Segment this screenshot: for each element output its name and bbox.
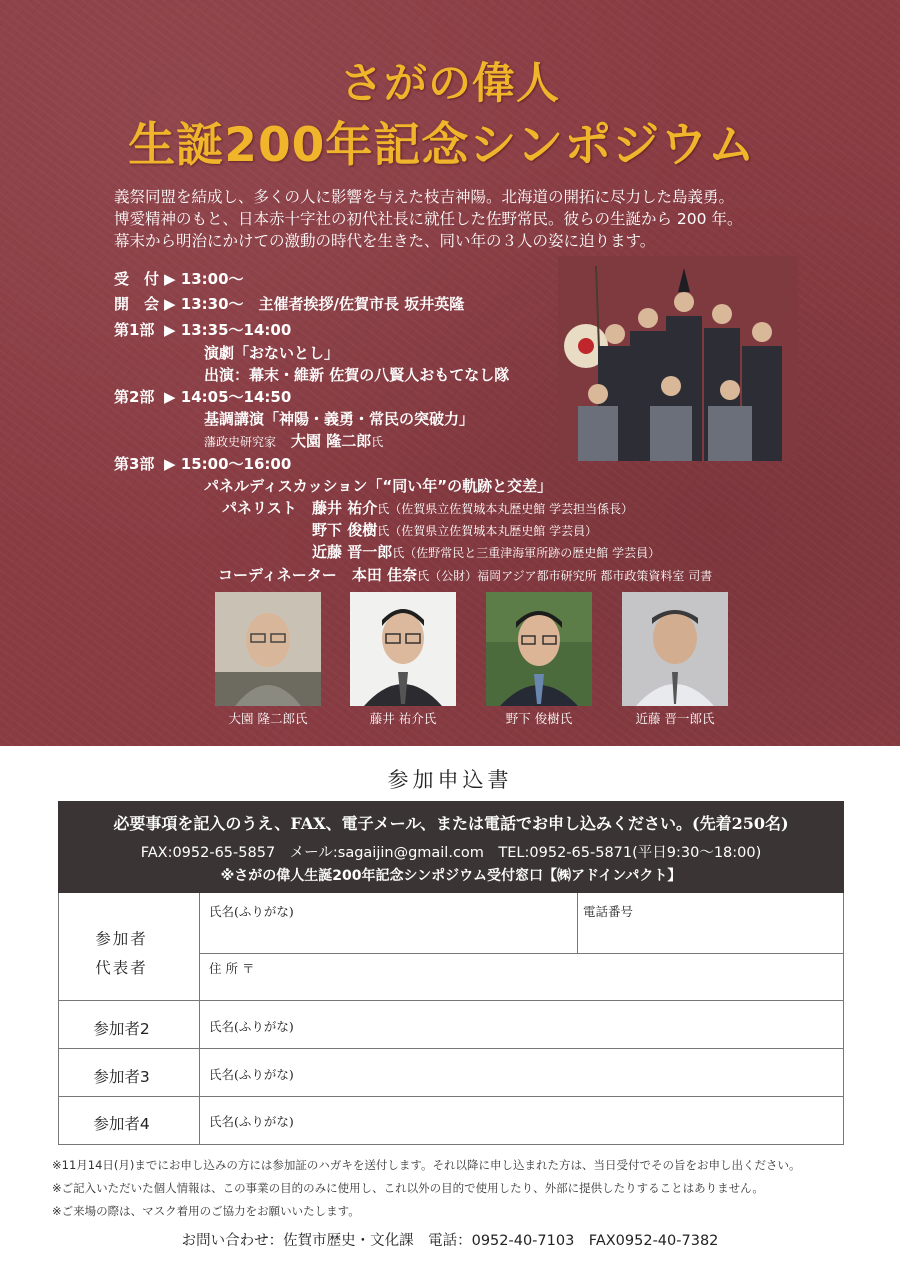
- program-part2: 第2部 ▶ 14:05〜14:50: [114, 388, 292, 406]
- rep-address-field[interactable]: 住 所 〒: [209, 961, 255, 976]
- application-form: [58, 893, 844, 1145]
- program-part3: 第3部 ▶ 15:00〜16:00: [114, 455, 292, 473]
- participant-4-name-field[interactable]: 氏名(ふりがな): [209, 1114, 294, 1129]
- divider: [577, 893, 578, 953]
- portrait-caption: 藤井 祐介氏: [369, 711, 437, 726]
- intro-line: 義祭同盟を結成し、多くの人に影響を与えた枝吉神陽。北海道の開拓に尽力した島義勇。: [114, 188, 735, 206]
- performers-photo: [558, 256, 798, 461]
- part1-title: 演劇「おないとし」: [204, 344, 340, 362]
- contact-methods: FAX:0952-65-5857 メール:sagaijin@gmail.com TEL:0952-65-5871(平日9:30〜18:00): [140, 845, 762, 861]
- participant-4-label: 参加者4: [93, 1115, 150, 1133]
- coordinator: コーディネーター 本田 佳奈氏（公財）福岡アジア都市研究所 都市政策資料室 司書: [218, 566, 713, 584]
- portrait-caption: 野下 俊樹氏: [505, 711, 573, 726]
- portrait-kondo: [622, 592, 728, 706]
- divider: [59, 1096, 844, 1097]
- participant-3-label: 参加者3: [93, 1068, 150, 1086]
- reception-desk: ※さがの偉人生誕200年記念シンポジウム受付窓口【㈱アドインパクト】: [220, 868, 682, 884]
- rep-phone-field[interactable]: 電話番号: [583, 904, 634, 919]
- instruction-text: 必要事項を記入のうえ、FAX、電子メール、または電話でお申し込みください。(先着250名): [113, 814, 789, 833]
- rep-name-field[interactable]: 氏名(ふりがな): [209, 904, 294, 919]
- part1-cast: 出演：幕末・維新 佐賀の八賢人おもてなし隊: [204, 366, 510, 384]
- intro-line: 幕末から明治にかけての激動の時代を生きた、同い年の３人の姿に迫ります。: [114, 232, 656, 250]
- divider: [199, 953, 844, 954]
- title-line-2: 生誕200年記念シンポジウム: [128, 118, 756, 173]
- portrait-fujii: [350, 592, 456, 706]
- part2-title: 基調講演「神陽・義勇・常民の突破力」: [204, 410, 475, 428]
- panelist-label: パネリスト: [222, 499, 297, 517]
- divider: [199, 893, 200, 1144]
- program-reception: 受 付 ▶ 13:00〜: [114, 270, 244, 288]
- panelist-1: 藤井 祐介氏（佐賀県立佐賀城本丸歴史館 学芸担当係長）: [312, 499, 634, 517]
- intro-line: 博愛精神のもと、日本赤十字社の初代社長に就任した佐野常民。彼らの生誕から 200 年。: [114, 210, 743, 228]
- portrait-oozono: [215, 592, 321, 706]
- program-opening: 開 会 ▶ 13:30〜 主催者挨拶/佐賀市長 坂井英隆: [114, 295, 465, 313]
- footnote: ※ご来場の際は、マスク着用のご協力をお願いいたします。: [52, 1204, 360, 1218]
- contact-info: お問い合わせ：佐賀市歴史・文化課 電話：0952-40-7103 FAX0952-40-7382: [181, 1233, 719, 1249]
- representative-label: 参加者 代表者: [95, 930, 148, 977]
- portrait-caption: 大園 隆二郎氏: [228, 711, 308, 726]
- form-instructions: [58, 801, 844, 893]
- portrait-caption: 近藤 晋一郎氏: [635, 711, 715, 726]
- divider: [59, 1000, 844, 1001]
- program-part1: 第1部 ▶ 13:35〜14:00: [114, 321, 292, 339]
- footnote: ※11月14日(月)までにお申し込みの方には参加証のハガキを送付します。それ以降に申し込まれた方は、当日受付でその旨をお申し出ください。: [52, 1158, 801, 1172]
- participant-2-name-field[interactable]: 氏名(ふりがな): [209, 1019, 294, 1034]
- panelist-2: 野下 俊樹氏（佐賀県立佐賀城本丸歴史館 学芸員）: [312, 521, 598, 539]
- portrait-noshita: [486, 592, 592, 706]
- participant-3-name-field[interactable]: 氏名(ふりがな): [209, 1067, 294, 1082]
- participant-2-label: 参加者2: [93, 1020, 150, 1038]
- part2-speaker: 藩政史研究家 大園 隆二郎氏: [204, 432, 384, 450]
- intro-text: [114, 186, 794, 252]
- panelist-3: 近藤 晋一郎氏（佐野常民と三重津海軍所跡の歴史館 学芸員）: [312, 543, 661, 561]
- divider: [59, 1048, 844, 1049]
- title-line-1: さがの偉人: [340, 59, 560, 109]
- form-title: 参加申込書: [387, 768, 513, 792]
- part3-title: パネルディスカッション「“同い年”の軌跡と交差」: [204, 477, 553, 495]
- footnote: ※ご記入いただいた個人情報は、この事業の目的のみに使用し、これ以外の目的で使用したり、外部に提供したりすることはありません。: [52, 1181, 764, 1195]
